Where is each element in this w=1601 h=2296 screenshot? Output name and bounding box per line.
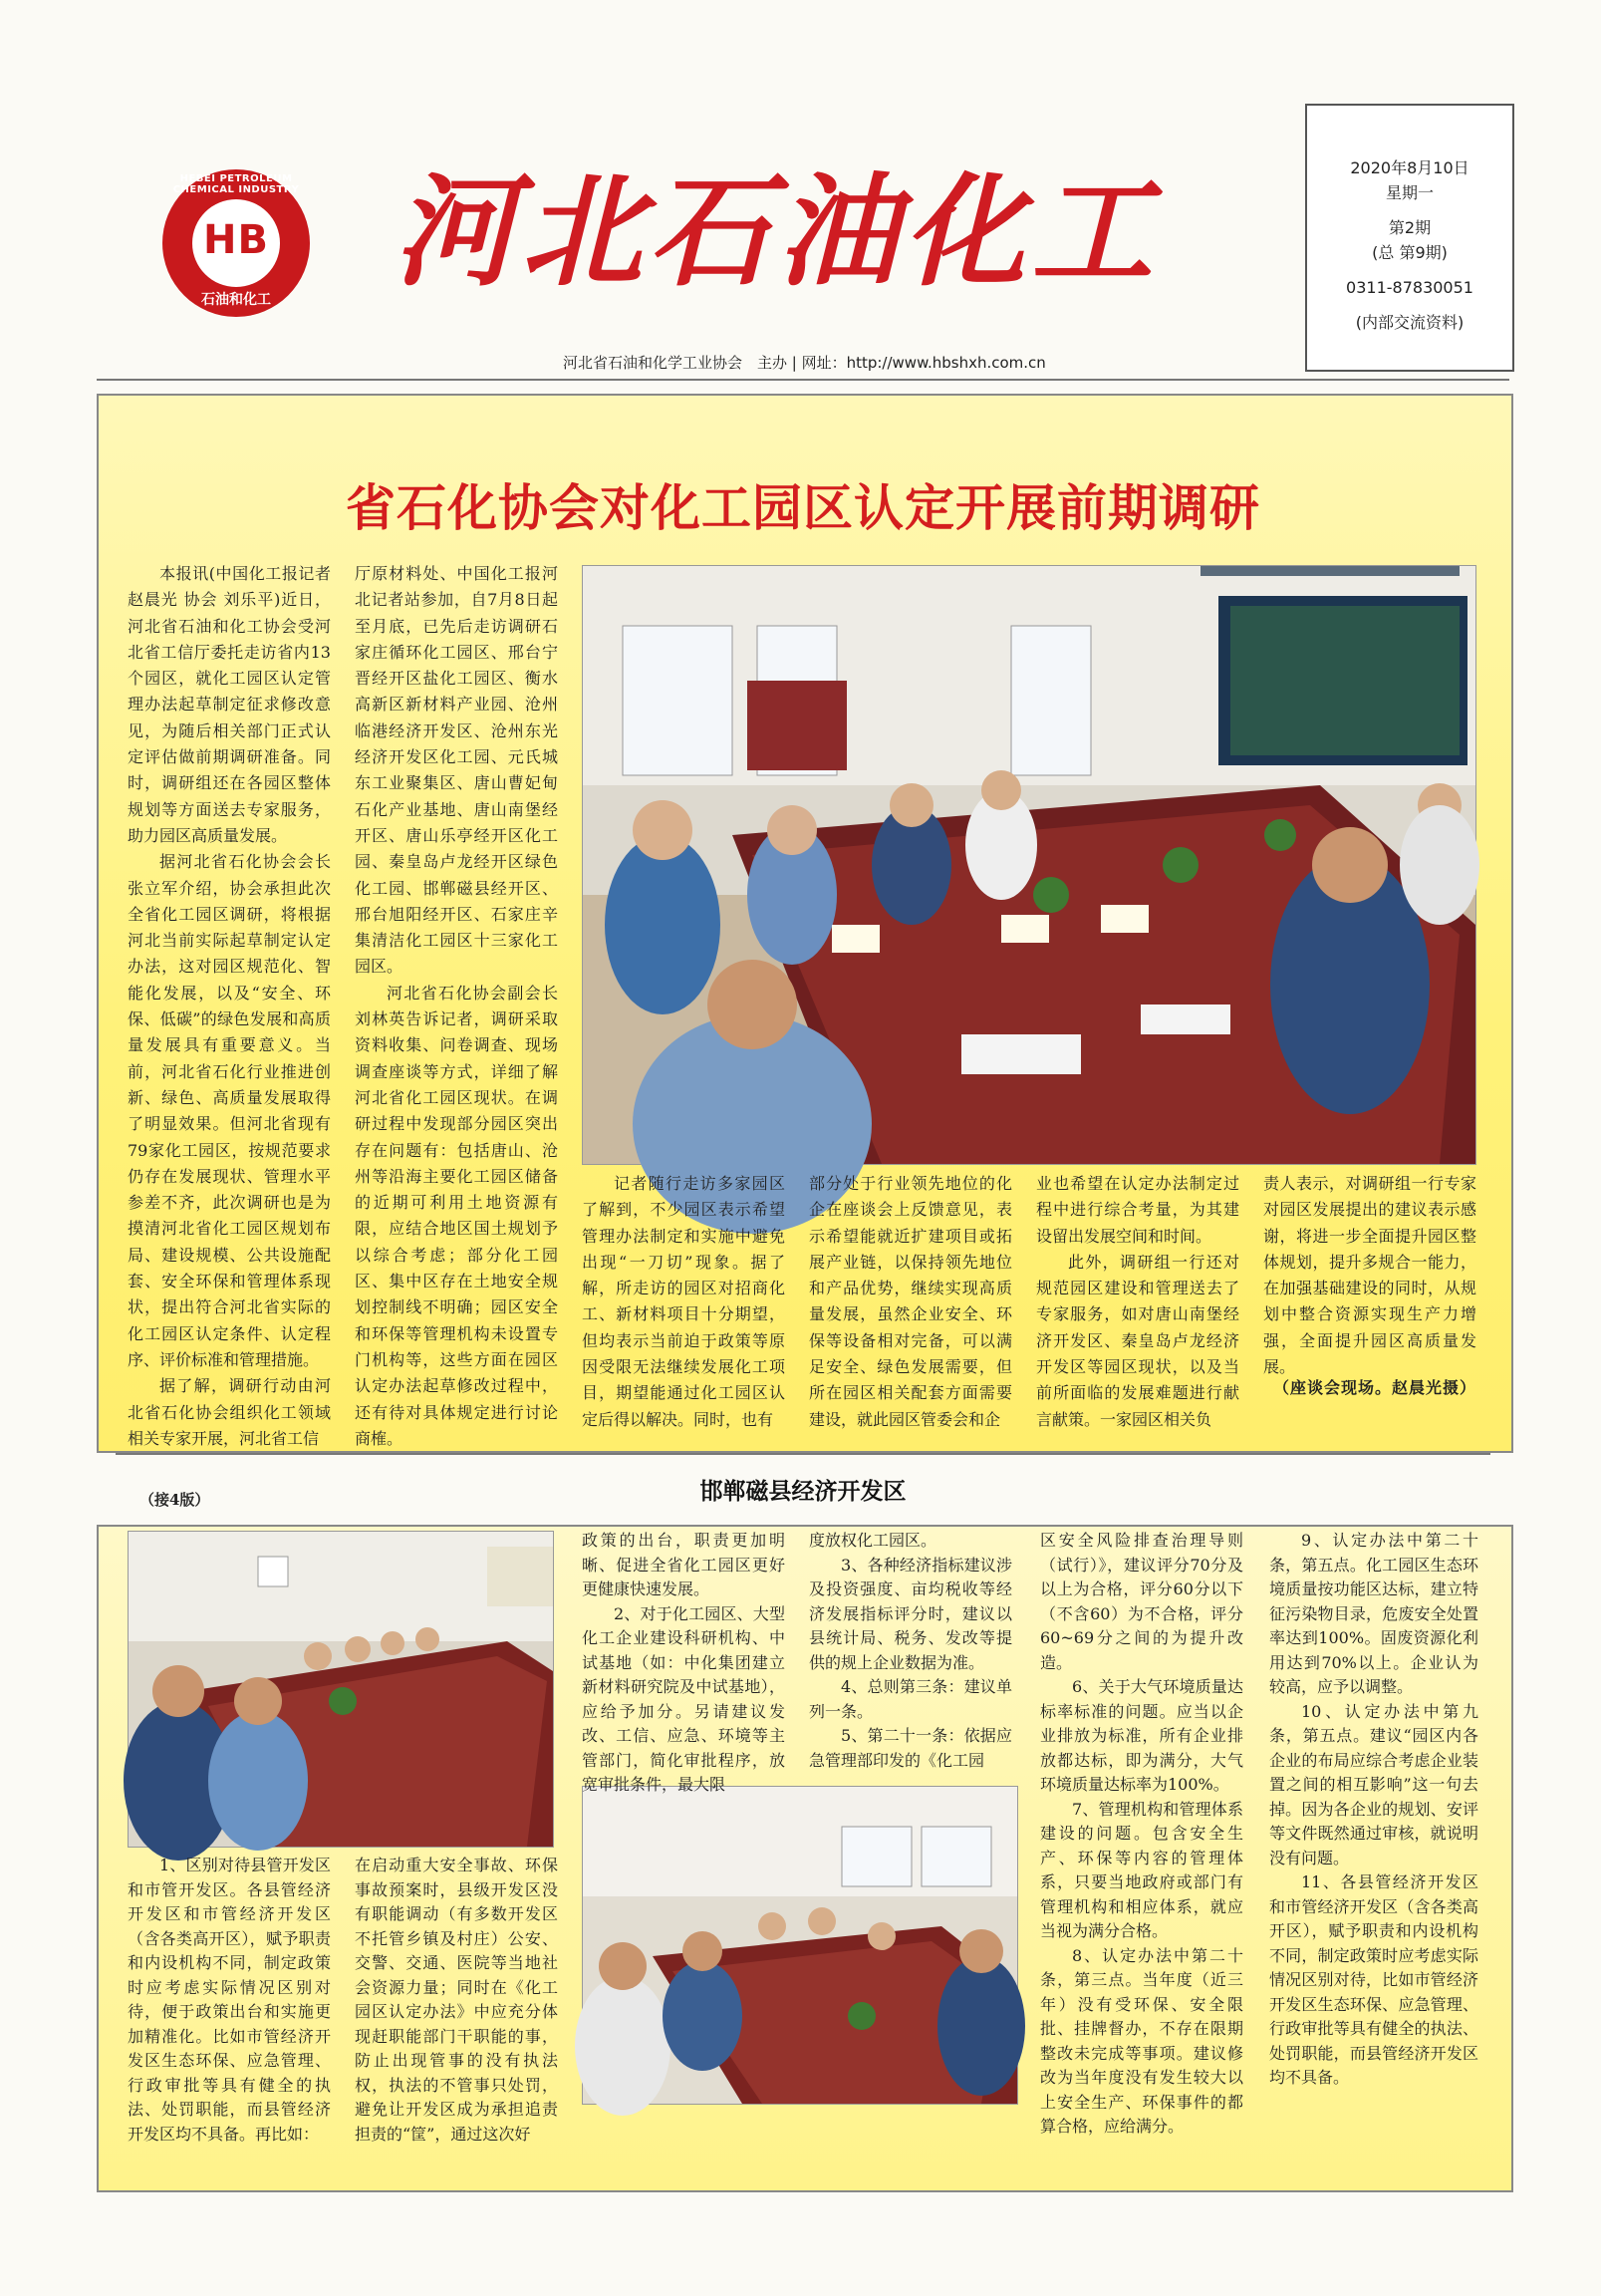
- feature-column-6: [1263, 1171, 1476, 1376]
- feature-column-1: [128, 561, 331, 1448]
- issue-date: 2020年8月10日: [1350, 158, 1469, 177]
- article-paragraph: 记者随行走访多家园区了解到，不少园区表示希望管理办法制定和实施中避免出现“一刀切”现象。据了解，所走访的园区对招商化工、新材料项目十分期望，但均表示当前迫于政策等原因受限无法继续发展化工项目，期望能通过化工园区认定后得以解决。同时，也有: [582, 1174, 785, 1429]
- section-title: 邯郸磁县经济开发区: [699, 1479, 907, 1505]
- continued-note: （接4版）: [139, 1491, 210, 1509]
- section-column-5: [1040, 1529, 1243, 2166]
- photo-caption: （座谈会现场。赵晨光摄）: [1272, 1378, 1476, 1397]
- issue-number: 第2期: [1388, 218, 1432, 237]
- article-paragraph: 1、区别对待县管开发区和市管开发区。各县管经济开发区和市管经济开发区（含各类高开区），赋予职责和内设机构不同，制定政策时应考虑实际情况区别对待，便于政策出台和实施更加精准化。比如市管经济开发区生态环保、应急管理、行政审批等具有健全的执法、处罚职能，而县管经济开发区均不具备。再比如：: [128, 1856, 331, 2144]
- section-column-4: [809, 1529, 1012, 1778]
- article-paragraph: 政策的出台，职责更加明晰、促进全省化工园区更好更健康快速发展。: [582, 1531, 785, 1598]
- article-paragraph: 河北省石化协会副会长刘林英告诉记者，调研采取资料收集、问卷调查、现场调查座谈等方式，详细了解河北省化工园区现状。在调研过程中发现部分园区突出存在问题有：包括唐山、沧州等沿海主要化工园区储备的近期可利用土地资源有限，应结合地区国土规划予以综合考虑；部分化工园区、集中区存在土地安全规划控制线不明确；园区安全和环保等管理机构未设置专门机构等，这些方面在园区认定办法起草修改过程中，还有待对具体规定进行讨论商榷。: [355, 983, 558, 1448]
- logo-inner-circle: [192, 199, 280, 287]
- section-column-6: [1269, 1529, 1478, 2087]
- issue-internal-note: (内部交流资料): [1355, 313, 1465, 332]
- article-paragraph: 2、对于化工园区、大型化工企业建设科研机构、中试基地（如：中化集团建立新材料研究院及中试基地），应给予加分。另请建议发改、工信、应急、环境等主管部门，简化审批程序，放宽审批条件，最大限: [582, 1603, 785, 1794]
- article-paragraph: 本报讯(中国化工报记者赵晨光 协会 刘乐平)近日，河北省石油和化工协会受河北省工信厅委托走访省内13个园区，就化工园区认定管理办法起草制定征求修改意见，为随后相关部门正式认定评估做前期调研准备。同时，调研组还在各园区整体规划等方面送去专家服务，助力园区高质量发展。: [128, 564, 331, 845]
- article-paragraph: 度放权化工园区。: [809, 1531, 937, 1550]
- article-paragraph: 业也希望在认定办法制定过程中进行综合考量，为其建设留出发展空间和时间。: [1036, 1174, 1239, 1246]
- article-paragraph: 10、认定办法中第九条，第五点。建议“园区内各企业的布局应综合考虑企业装置之间的相互影响”这一句去掉。因为各企业的规划、安评等文件既然通过审核，就说明没有问题。: [1269, 1701, 1478, 1867]
- logo-english-text: HEBEI PETROLEUM CHEMICAL INDUSTRY: [172, 173, 300, 195]
- feature-column-4: [809, 1171, 1012, 1429]
- feature-column-2: [355, 561, 558, 1448]
- article-paragraph: 部分处于行业领先地位的化企在座谈会上反馈意见，表示希望能就近扩建项目或拓展产业链，以保持领先地位和产品优势，继续实现高质量发展，虽然企业安全、环保等设备相对完备，可以满足安全、绿色发展需要，但所在园区相关配套方面需要建设，就此园区管委会和企: [809, 1174, 1012, 1429]
- newspaper-title: 河北石油化工: [394, 159, 1159, 303]
- section-column-3: [582, 1529, 785, 1794]
- section-column-2: [355, 1854, 558, 2182]
- sponsor-line: 河北省石油和化学工业协会 主办 | 网址：http://www.hbshxh.com.cn: [563, 354, 1046, 372]
- article-paragraph: 8、认定办法中第二十条，第三点。当年度（近三年）没有受环保、安全限批、挂牌督办，不存在限期整改未完成等事项。建议修改为当年度没有发生较大以上安全生产、环保事件的都算合格，应给满分。: [1040, 1945, 1243, 2136]
- article-paragraph: 3、各种经济指标建议涉及投资强度、亩均税收等经济发展指标评分时，建议以县统计局、税务、发改等提供的规上企业数据为准。: [809, 1555, 1012, 1672]
- feature-column-5: [1036, 1171, 1239, 1429]
- article-paragraph: 据河北省石化协会会长张立军介绍，协会承担此次全省化工园区调研，将根据河北当前实际起草制定认定办法，这对园区规范化、智能化发展，以及“安全、环保、低碳”的绿色发展和高质量发展具有重要意义。当前，河北省石化行业推进创新、绿色、高质量发展取得了明显效果。但河北省现有79家化工园区，按规范要求仍存在发展现状、管理水平参差不齐，此次调研也是为摸清河北省化工园区规划布局、建设规模、公共设施配套、安全环保和管理体系现状，提出符合河北省实际的化工园区认定条件、认定程序、评价标准和管理措施。: [128, 852, 331, 1369]
- article-paragraph: 据了解，调研行动由河北省石化协会组织化工领域相关专家开展，河北省工信: [128, 1376, 331, 1448]
- article-paragraph: 9、认定办法中第二十条，第五点。化工园区生态环境质量按功能区达标，建立特征污染物目录，危废安全处置率达到100%。固废资源化利用达到70%以上。企业认为较高，应予以调整。: [1269, 1531, 1478, 1696]
- hb-logo-emblem: [162, 169, 310, 317]
- article-paragraph: 在启动重大安全事故、环保事故预案时，县级开发区没有职能调动（有多数开发区不托管乡镇及村庄）公安、交警、交通、医院等当地社会资源力量；同时在《化工园区认定办法》中应充分体现赶职能部门干职能的事，防止出现管事的没有执法权，执法的不管事只处罚，避免让开发区成为承担追责担责的“筐”，通过这次好: [355, 1856, 558, 2144]
- article-paragraph: 厅原材料处、中国化工报河北记者站参加，自7月8日起至月底，已先后走访调研石家庄循环化工园区、邢台宁晋经开区盐化工园区、衡水高新区新材料产业园、沧州临港经济开发区、沧州东光经济开发区化工园、元氏城东工业聚集区、唐山曹妃甸石化产业基地、唐山南堡经开区、唐山乐亭经开区化工园、秦皇岛卢龙经开区绿色化工园、邯郸磁县经开区、邢台旭阳经开区、石家庄辛集清洁化工园区十三家化工园区。: [355, 564, 558, 977]
- feature-column-3: [582, 1171, 785, 1429]
- article-paragraph: 5、第二十一条：依据应急管理部印发的《化工园: [809, 1726, 1012, 1770]
- meeting-photo-2: [128, 1531, 554, 1848]
- article-paragraph: 11、各县管经济开发区和市管经济开发区（含各类高开区），赋予职责和内设机构不同，制定政策时应考虑实际情况区别对待，比如市管经济开发区生态环保、应急管理、行政审批等具有健全的执法、处罚职能，而县管经济开发区均不具备。: [1269, 1872, 1478, 2087]
- issue-phone: 0311-87830051: [1346, 278, 1473, 297]
- logo-letters: HB: [203, 217, 269, 263]
- masthead-divider: [97, 379, 1509, 381]
- issue-total: (总 第9期): [1372, 243, 1448, 262]
- issue-weekday: 星期一: [1385, 183, 1434, 202]
- feature-headline: 省石化协会对化工园区认定开展前期调研: [346, 479, 1260, 537]
- section-divider: [116, 1453, 1490, 1455]
- article-paragraph: 7、管理机构和管理体系建设的问题。包含安全生产、环保等内容的管理体系，只要当地政府或部门有管理机构和相应体系，就应当视为满分合格。: [1040, 1799, 1243, 1940]
- article-paragraph: 区安全风险排查治理导则（试行）》，建议评分70分及以上为合格，评分60分以下（不含60）为不合格，评分60~69分之间的为提升改造。: [1040, 1531, 1243, 1672]
- logo-chinese-text: 石油和化工: [201, 292, 271, 308]
- meeting-photo: [582, 565, 1476, 1165]
- article-paragraph: 6、关于大气环境质量达标率标准的问题。应当以企业排放为标准，所有企业排放都达标，即为满分，大气环境质量达标率为100%。: [1040, 1677, 1243, 1794]
- section-column-1: [128, 1854, 331, 2182]
- article-paragraph: 此外，调研组一行还对规范园区建设和管理送去了专家服务，如对唐山南堡经济开发区、秦皇岛卢龙经济开发区等园区现状，以及当前所面临的发展难题进行献言献策。一家园区相关负: [1036, 1252, 1239, 1429]
- issue-info-box: [1305, 104, 1514, 372]
- article-paragraph: 责人表示，对调研组一行专家对园区发展提出的建议表示感谢，将进一步全面提升园区整体规划，提升多规合一能力，在加强基础建设的同时，从规划中整合资源实现生产力增强，全面提升园区高质量发展。: [1263, 1174, 1476, 1377]
- article-paragraph: 4、总则第三条：建议单列一条。: [809, 1677, 1012, 1721]
- meeting-photo-3: [582, 1786, 1018, 2105]
